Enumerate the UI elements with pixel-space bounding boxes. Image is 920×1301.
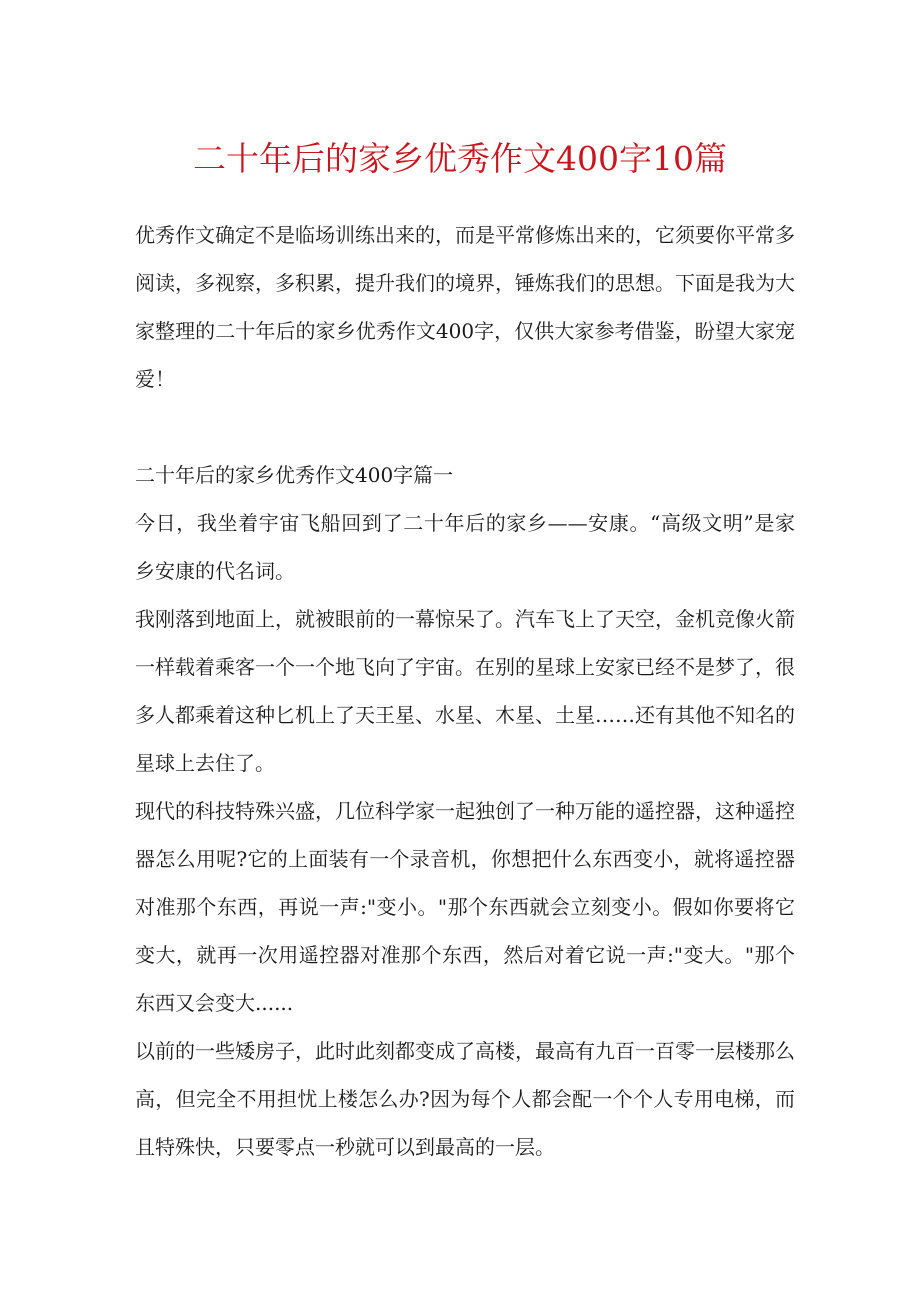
intro-paragraph: 优秀作文确定不是临场训练出来的，而是平常修炼出来的，它须要你平常多阅读，多视察，多积累，提升我们的境界，锤炼我们的思想。下面是我为大家整理的二十年后的家乡优秀作文400字，仅供大家参考借鉴，盼望大家宠爱！ [135,223,795,391]
paragraph-4: 以前的一些矮房子，此时此刻都变成了高楼，最高有九百一百零一层楼那么高，但完全不用担忧上楼怎么办?因为每个人都会配一个个人专用电梯，而且特殊快，只要零点一秒就可以到最高的一层。 [135,1039,795,1159]
paragraph-2: 我刚落到地面上，就被眼前的一幕惊呆了。汽车飞上了天空，金机竞像火箭一样载着乘客一个一个地飞向了宇宙。在别的星球上安家已经不是梦了，很多人都乘着这种匕机上了天王星、水星、木星、土星……还有其他不知名的星球上去住了。 [135,607,795,775]
document-body [135,211,795,1171]
document-title: 二十年后的家乡优秀作文400字10篇 [193,139,727,178]
paragraph-1: 今日，我坐着宇宙飞船回到了二十年后的家乡——安康。“高级文明”是家乡安康的代名词。 [135,511,795,583]
section-heading: 二十年后的家乡优秀作文400字篇一 [135,463,454,487]
paragraph-3: 现代的科技特殊兴盛，几位科学家一起独创了一种万能的遥控器，这种遥控器怎么用呢?它的上面装有一个录音机，你想把什么东西变小，就将遥控器对准那个东西，再说一声:"变小。"那个东西就会立刻变小。假如你要将它变大，就再一次用遥控器对准那个东西，然后对着它说一声:"变大。"那个东西又会变大...... [135,799,795,1015]
